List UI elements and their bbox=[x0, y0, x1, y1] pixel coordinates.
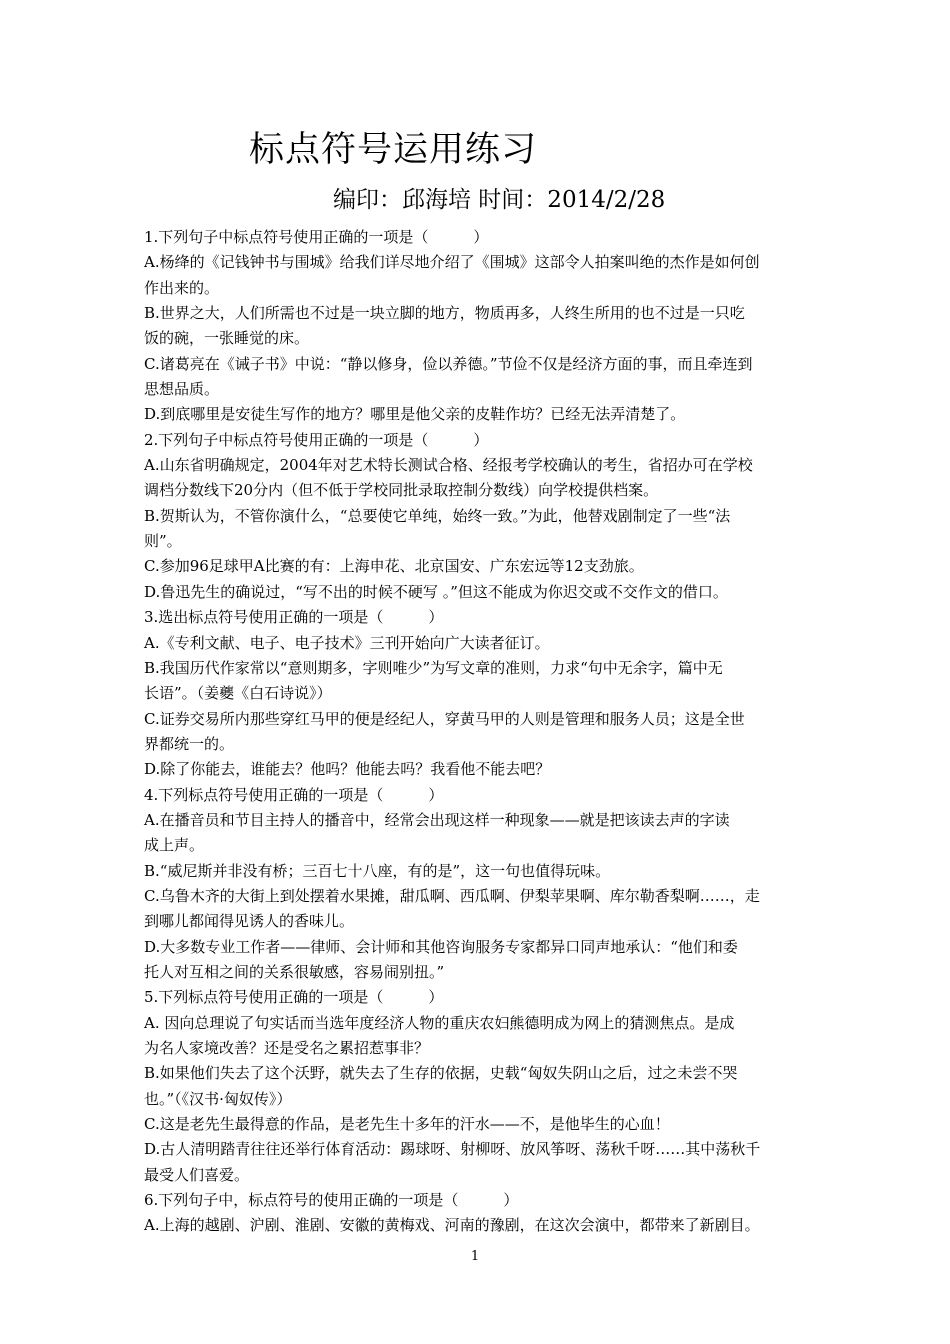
text-line: C.这是老先生最得意的作品，是老先生十多年的汗水——不，是他毕生的心血！ bbox=[144, 1115, 670, 1134]
text-line: A.在播音员和节目主持人的播音中，经常会出现这样一种现象——就是把该读去声的字读 bbox=[144, 810, 730, 829]
question-list bbox=[144, 225, 810, 1239]
text-line: 成上声。 bbox=[144, 836, 205, 855]
text-line: C.乌鲁木齐的大街上到处摆着水果摊，甜瓜啊、西瓜啊、伊梨苹果啊、库尔勒香梨啊……，走 bbox=[144, 886, 760, 905]
text-line: A.《专利文献、电子、电子技术》三刊开始向广大读者征订。 bbox=[144, 633, 550, 652]
text-line: B.“威尼斯并非没有桥；三百七十八座，有的是”，这一句也值得玩味。 bbox=[144, 861, 611, 880]
text-line: A.山东省明确规定，2004年对艺术特长测试合格、经报考学校确认的考生，省招办可在学校 bbox=[144, 456, 753, 475]
text-line: B.世界之大，人们所需也不过是一块立脚的地方，物质再多，人终生所用的也不过是一只吃 bbox=[144, 304, 745, 323]
text-line: D.到底哪里是安徒生写作的地方？哪里是他父亲的皮鞋作坊？已经无法弄清楚了。 bbox=[144, 405, 686, 424]
document-title: 标点符号运用练习 bbox=[249, 130, 538, 170]
text-line: C.诸葛亮在《诫子书》中说：“静以修身，俭以养德。”节俭不仅是经济方面的事，而且牵连到 bbox=[144, 354, 753, 373]
text-line: D.鲁迅先生的确说过，“写不出的时候不硬写 。”但这不能成为你迟交或不交作文的借口。 bbox=[144, 582, 728, 601]
text-line: 思想品质。 bbox=[144, 380, 220, 399]
text-line: A. 因向总理说了句实话而当选年度经济人物的重庆农妇熊德明成为网上的猜测焦点。是成 bbox=[144, 1013, 735, 1032]
text-line: B.如果他们失去了这个沃野，就失去了生存的依据，史载“匈奴失阴山之后，过之未尝不哭 bbox=[144, 1064, 738, 1083]
page-number: 1 bbox=[470, 1249, 480, 1264]
document-subtitle: 编印：邱海培 时间：2014/2/28 bbox=[333, 187, 666, 213]
text-line: A.杨绛的《记钱钟书与围城》给我们详尽地介绍了《围城》这部令人拍案叫绝的杰作是如何创 bbox=[144, 253, 760, 272]
text-line: 3.选出标点符号使用正确的一项是（ ） bbox=[144, 608, 444, 627]
text-line: A.上海的越剧、沪剧、淮剧、安徽的黄梅戏、河南的豫剧，在这次会演中，都带来了新剧目。 bbox=[144, 1216, 760, 1235]
text-line: D.大多数专业工作者——律师、会计师和其他咨询服务专家都异口同声地承认：“他们和委 bbox=[144, 937, 738, 956]
text-line: D.古人清明踏青往往还举行体育活动：踢球呀、射柳呀、放风筝呀、荡秋千呀……其中荡秋千 bbox=[144, 1140, 761, 1159]
text-line: 为名人家境改善？还是受名之累招惹事非？ bbox=[144, 1039, 430, 1057]
text-line: 则”。 bbox=[144, 532, 182, 551]
text-line: 到哪儿都闻得见诱人的香味儿。 bbox=[144, 912, 355, 931]
text-line: 也。”（《汉书·匈奴传》） bbox=[144, 1089, 292, 1108]
text-line: C.参加96足球甲A比赛的有：上海申花、北京国安、广东宏远等12支劲旅。 bbox=[144, 557, 644, 576]
text-line: B.贺斯认为，不管你演什么，“总要使它单纯，始终一致。”为此，他替戏剧制定了一些“法 bbox=[144, 506, 731, 525]
text-line: D.除了你能去，谁能去？他吗？他能去吗？我看他不能去吧？ bbox=[144, 760, 551, 779]
text-line: 饭的碗，一张睡觉的床。 bbox=[144, 329, 310, 348]
text-line: 作出来的。 bbox=[144, 278, 220, 297]
text-line: 调档分数线下20分内（但不低于学校同批录取控制分数线）向学校提供档案。 bbox=[144, 481, 659, 500]
text-line: 最受人们喜爱。 bbox=[144, 1165, 250, 1184]
text-line: 1.下列句子中标点符号使用正确的一项是（ ） bbox=[144, 228, 489, 246]
text-line: 5.下列标点符号使用正确的一项是（ ） bbox=[144, 988, 444, 1007]
text-line: 4.下列标点符号使用正确的一项是（ ） bbox=[144, 785, 444, 804]
text-line: 6.下列句子中，标点符号的使用正确的一项是（ ） bbox=[144, 1191, 519, 1210]
text-line: 托人对互相之间的关系很敏感，容易闹别扭。” bbox=[144, 962, 445, 981]
text-line: B.我国历代作家常以“意则期多，字则唯少”为写文章的准则，力求“句中无余字，篇中无 bbox=[144, 658, 723, 677]
text-line: 2.下列句子中标点符号使用正确的一项是（ ） bbox=[144, 430, 489, 449]
text-line: 界都统一的。 bbox=[144, 734, 235, 753]
text-line: C.证券交易所内那些穿红马甲的便是经纪人，穿黄马甲的人则是管理和服务人员；这是全世 bbox=[144, 709, 745, 728]
text-line: 长语”。（姜夔《白石诗说》） bbox=[144, 684, 332, 703]
